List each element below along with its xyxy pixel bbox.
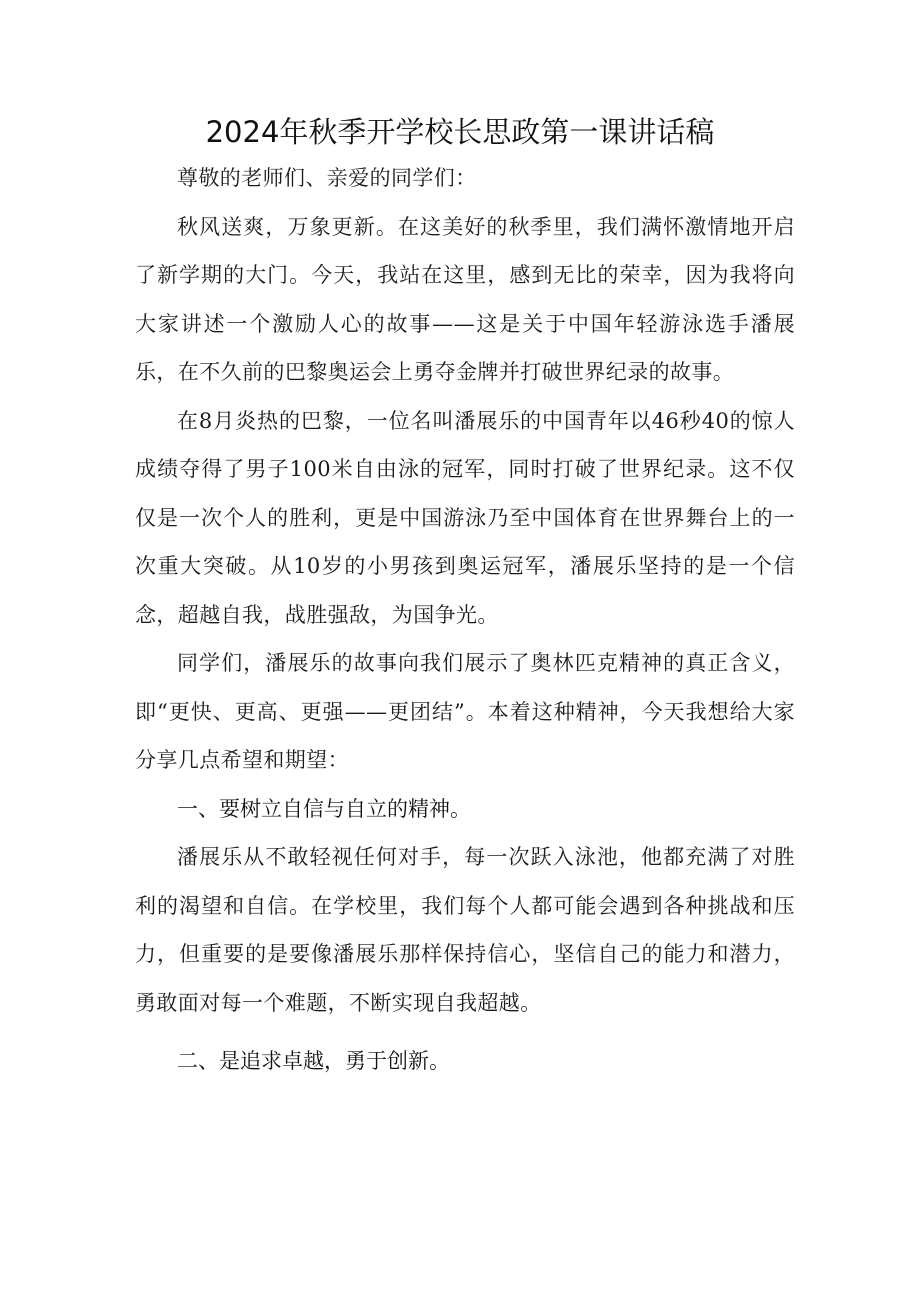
paragraph-achievement: 在8月炎热的巴黎，一位名叫潘展乐的中国青年以46秒40的惊人成绩夺得了男子100米自由泳的冠军，同时打破了世界纪录。这不仅仅是一次个人的胜利，更是中国游泳乃至中国体育在世界舞台上的一次重大突破。从10岁的小男孩到奥运冠军，潘展乐坚持的是一个信念，超越自我，战胜强敌，为国争光。	[135, 408, 795, 627]
document-title: 2024年秋季开学校长思政第一课讲话稿	[205, 115, 715, 149]
paragraph-intro: 秋风送爽，万象更新。在这美好的秋季里，我们满怀激情地开启了新学期的大门。今天，我站在这里，感到无比的荣幸，因为我将向大家讲述一个激励人心的故事——这是关于中国年轻游泳选手潘展乐，在不久前的巴黎奥运会上勇夺金牌并打破世界纪录的故事。	[135, 214, 795, 384]
section-1-paragraph: 潘展乐从不敢轻视任何对手，每一次跃入泳池，他都充满了对胜利的渴望和自信。在学校里，我们每个人都可能会遇到各种挑战和压力，但重要的是要像潘展乐那样保持信心，坚信自己的能力和潜力，勇敢面对每一个难题，不断实现自我超越。	[135, 845, 795, 1015]
paragraph-olympic-spirit: 同学们，潘展乐的故事向我们展示了奥林匹克精神的真正含义，即“更快、更高、更强——更团结”。本着这种精神，今天我想给大家分享几点希望和期望：	[135, 651, 795, 772]
document-body	[135, 150, 795, 1086]
greeting: 尊敬的老师们、亲爱的同学们：	[177, 166, 477, 190]
section-heading-1: 一、要树立自信与自立的精神。	[177, 796, 471, 821]
section-heading-2: 二、是追求卓越，勇于创新。	[177, 1049, 450, 1073]
